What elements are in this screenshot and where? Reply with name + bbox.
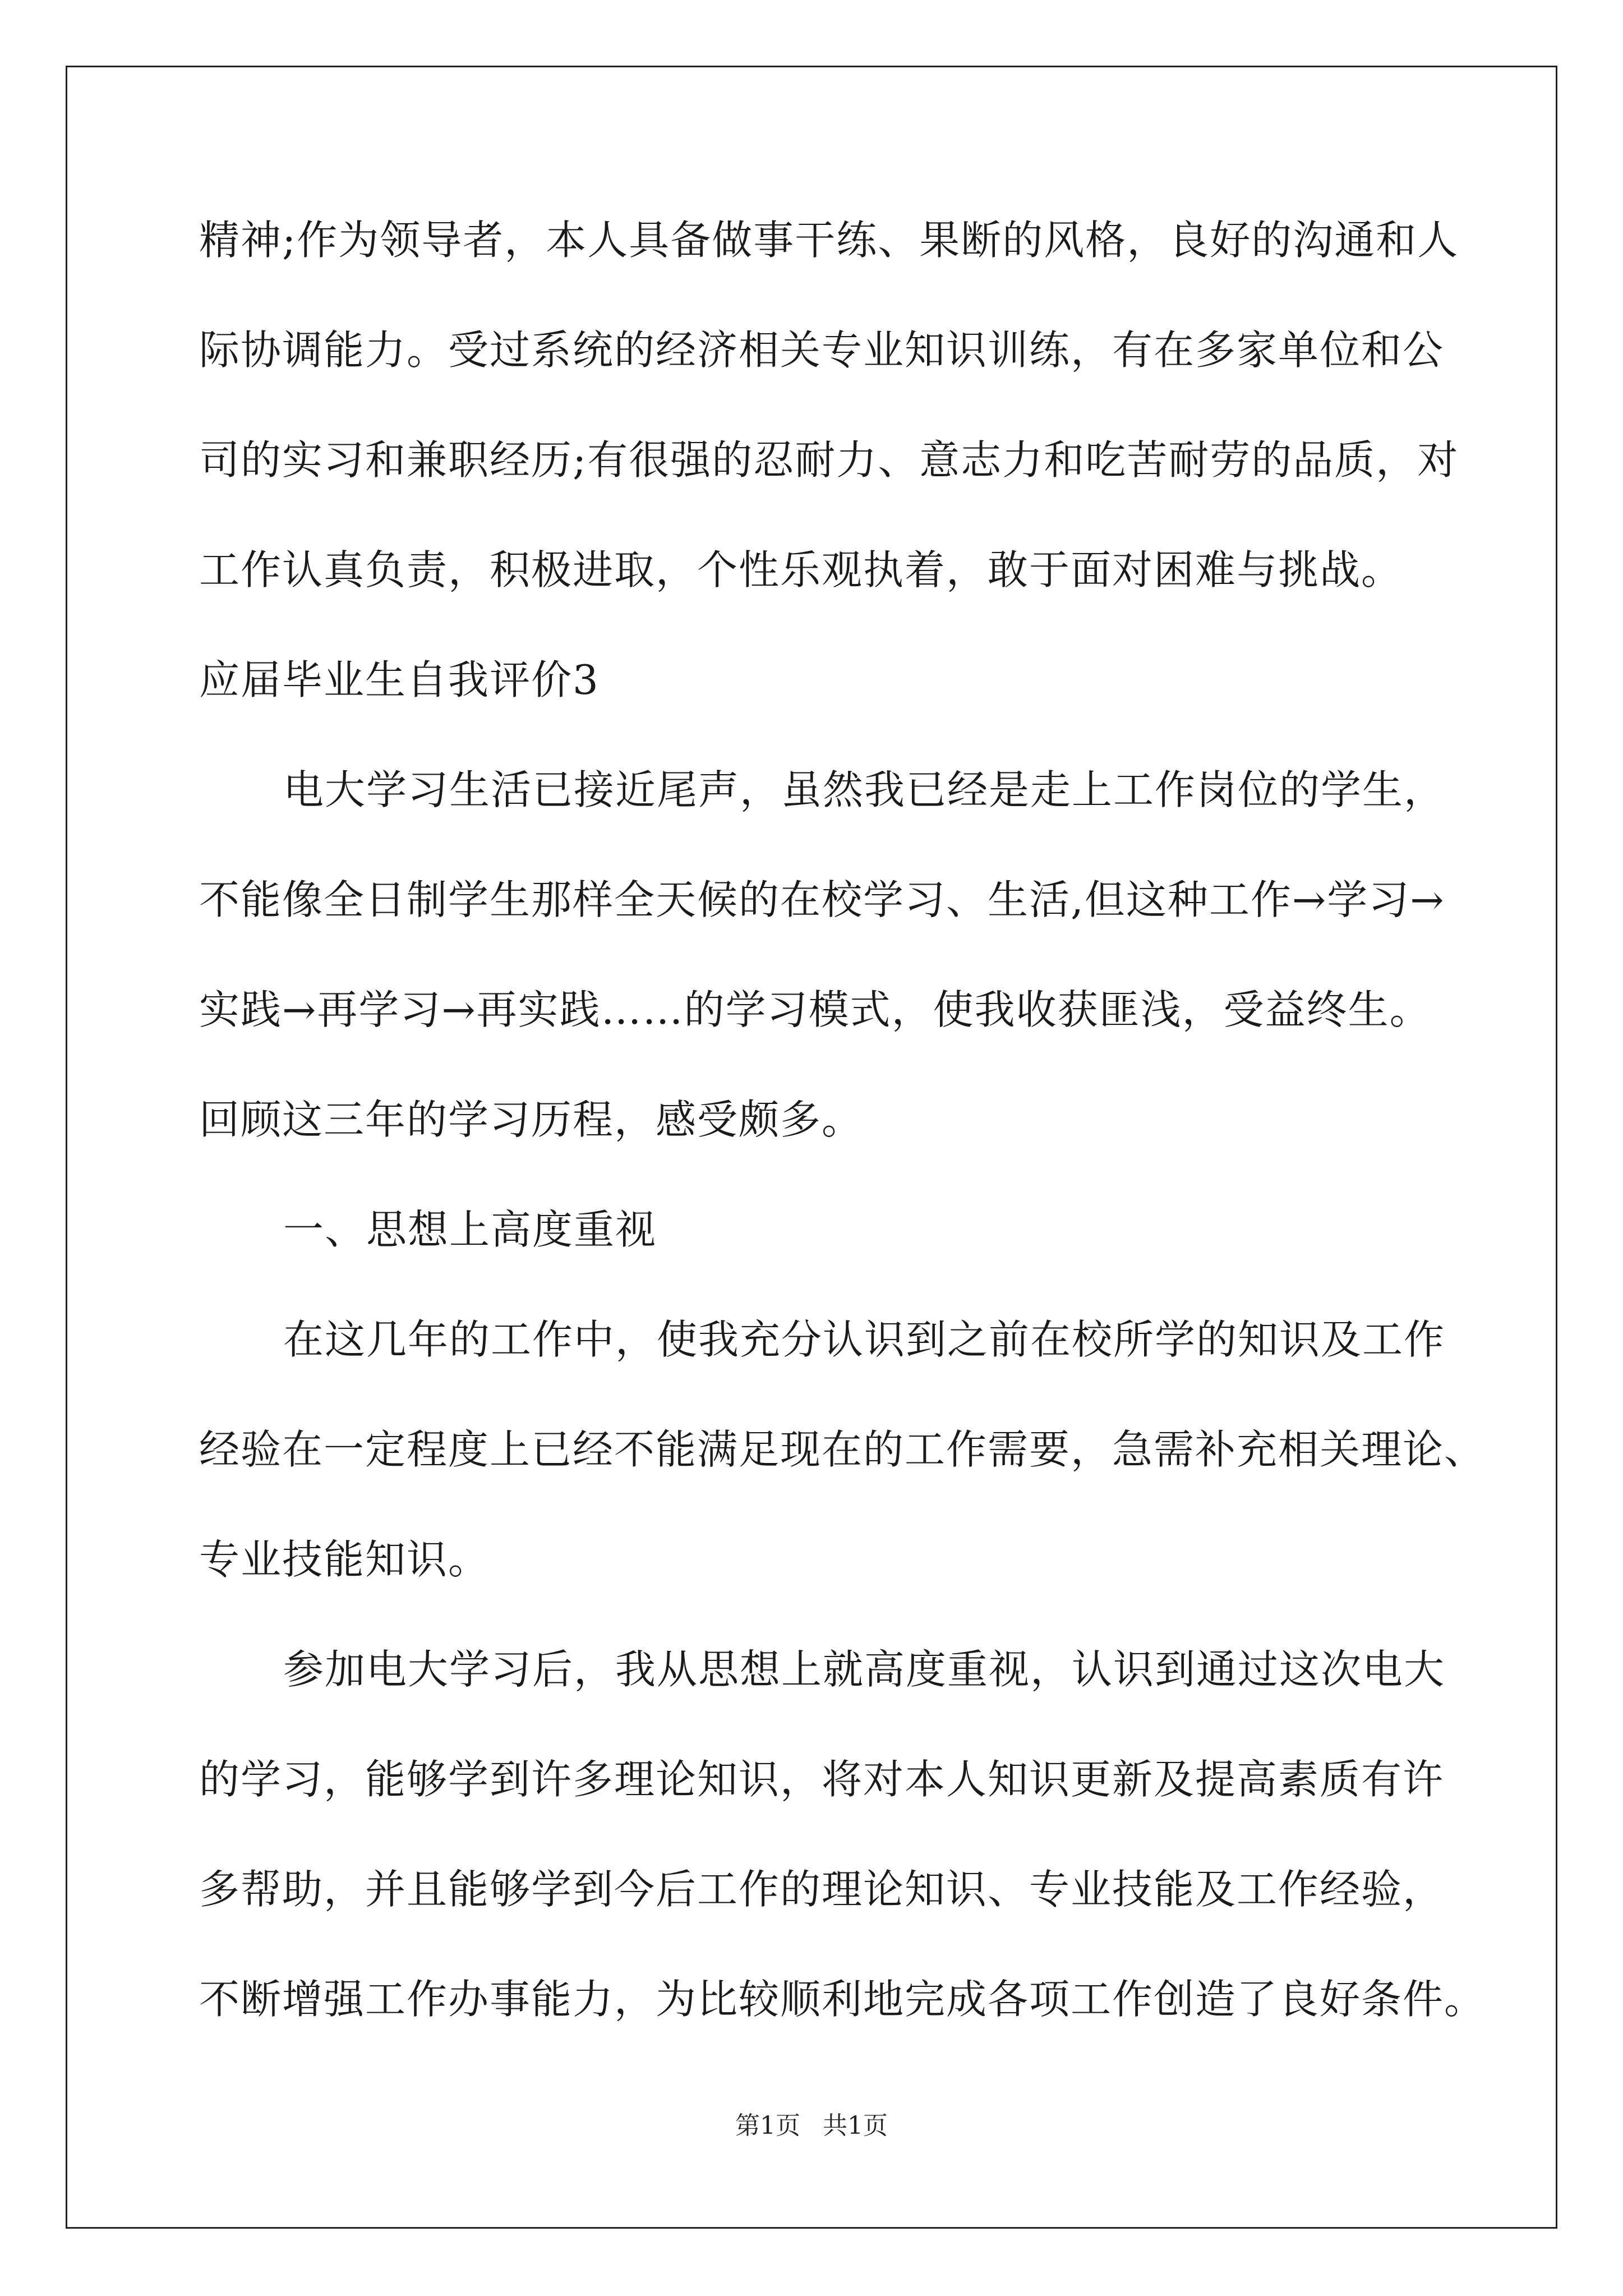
text-line: 不断增强工作办事能力，为比较顺利地完成各项工作创造了良好条件。: [199, 1976, 1486, 2023]
text-line: 电大学习生活已接近尾声，虽然我已经是走上工作岗位的学生，: [283, 766, 1446, 813]
document-body: [199, 213, 1486, 2082]
text-line: 回顾这三年的学习历程，感受颇多。: [199, 1096, 864, 1143]
text-line: 工作认真负责，积极进取，个性乐观执着，敢于面对困难与挑战。: [199, 546, 1403, 593]
text-line: 司的实习和兼职经历;有很强的忍耐力、意志力和吃苦耐劳的品质，对: [199, 436, 1459, 484]
text-line: 际协调能力。受过系统的经济相关专业知识训练，有在多家单位和公: [199, 326, 1445, 374]
page-total: 共1页: [823, 2111, 888, 2140]
subsection-heading: 一、思想上高度重视: [283, 1206, 657, 1253]
text-line: 精神;作为领导者，本人具备做事干练、果断的风格，良好的沟通和人: [199, 217, 1459, 264]
section-heading: 应届毕业生自我评价3: [199, 656, 600, 703]
text-line: 多帮助，并且能够学到今后工作的理论知识、专业技能及工作经验，: [199, 1866, 1445, 1913]
page-number: 第1页: [735, 2111, 800, 2140]
text-line: 专业技能知识。: [199, 1536, 490, 1583]
text-line: 不能像全日制学生那样全天候的在校学习、生活,但这种工作→学习→: [199, 876, 1445, 923]
text-line: 经验在一定程度上已经不能满足现在的工作需要，急需补充相关理论、: [199, 1426, 1486, 1473]
text-line: 参加电大学习后，我从思想上就高度重视，认识到通过这次电大: [283, 1646, 1446, 1693]
text-line: 的学习，能够学到许多理论知识，将对本人知识更新及提高素质有许: [199, 1756, 1445, 1803]
text-line: 实践→再学习→再实践……的学习模式，使我收获匪浅，受益终生。: [199, 986, 1431, 1033]
text-line: 在这几年的工作中，使我充分认识到之前在校所学的知识及工作: [283, 1316, 1446, 1363]
page-footer: [0, 2109, 1623, 2143]
